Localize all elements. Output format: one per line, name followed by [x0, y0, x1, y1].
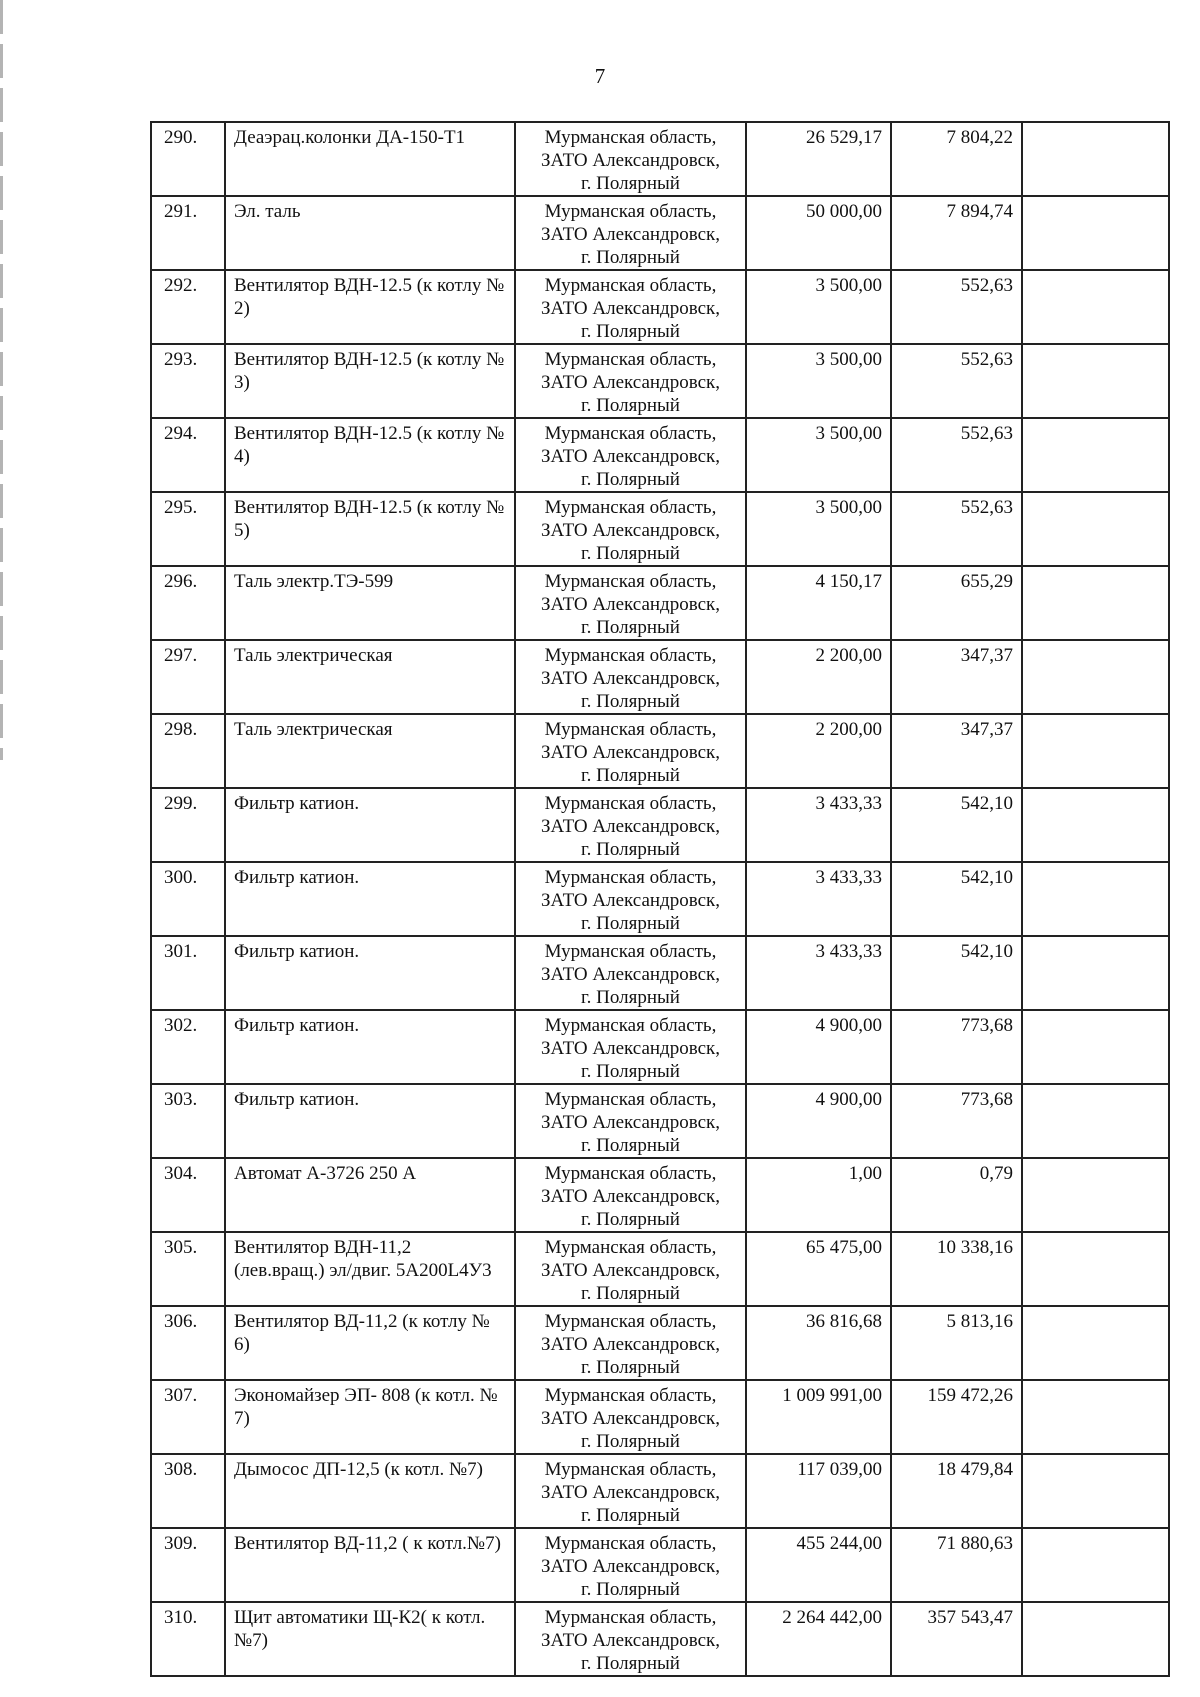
- cost-cell: 26 529,17: [746, 122, 891, 196]
- address-cell: [515, 1010, 746, 1084]
- residual-value-cell: 552,63: [891, 418, 1022, 492]
- table-row: [151, 640, 1169, 714]
- table-row: [151, 196, 1169, 270]
- address-line: ЗАТО Александровск,: [541, 1408, 720, 1429]
- item-name-cell: Фильтр катион.: [225, 862, 515, 936]
- cost-cell: 1,00: [746, 1158, 891, 1232]
- cost-cell: 2 264 442,00: [746, 1602, 891, 1676]
- row-number-cell: 291.: [151, 196, 225, 270]
- table-row: [151, 492, 1169, 566]
- address-line: ЗАТО Александровск,: [541, 1186, 720, 1207]
- row-number-cell: 294.: [151, 418, 225, 492]
- note-cell: [1022, 418, 1169, 492]
- row-number-cell: 306.: [151, 1306, 225, 1380]
- address-line: ЗАТО Александровск,: [541, 1260, 720, 1281]
- note-cell: [1022, 344, 1169, 418]
- address-cell: [515, 862, 746, 936]
- table-row: [151, 1528, 1169, 1602]
- residual-value-cell: 552,63: [891, 492, 1022, 566]
- row-number-cell: 308.: [151, 1454, 225, 1528]
- table-row: [151, 344, 1169, 418]
- address-line: Мурманская область,: [544, 1385, 717, 1406]
- address-cell: [515, 936, 746, 1010]
- address-line: ЗАТО Александровск,: [541, 1630, 720, 1651]
- address-line: г. Полярный: [581, 987, 680, 1008]
- address-line: ЗАТО Александровск,: [541, 150, 720, 171]
- address-cell: [515, 196, 746, 270]
- address-cell: [515, 1528, 746, 1602]
- residual-value-cell: 773,68: [891, 1084, 1022, 1158]
- address-line: Мурманская область,: [544, 349, 717, 370]
- row-number-cell: 310.: [151, 1602, 225, 1676]
- residual-value-cell: 7 804,22: [891, 122, 1022, 196]
- address-line: г. Полярный: [581, 1431, 680, 1452]
- address-line: Мурманская область,: [544, 1607, 717, 1628]
- cost-cell: 455 244,00: [746, 1528, 891, 1602]
- row-number-cell: 292.: [151, 270, 225, 344]
- residual-value-cell: 542,10: [891, 788, 1022, 862]
- address-cell: [515, 1232, 746, 1306]
- address-line: Мурманская область,: [544, 1015, 717, 1036]
- row-number-cell: 296.: [151, 566, 225, 640]
- item-name-cell: Экономайзер ЭП- 808 (к котл. № 7): [225, 1380, 515, 1454]
- address-line: г. Полярный: [581, 1579, 680, 1600]
- cost-cell: 65 475,00: [746, 1232, 891, 1306]
- table-row: [151, 122, 1169, 196]
- residual-value-cell: 542,10: [891, 862, 1022, 936]
- address-line: ЗАТО Александровск,: [541, 816, 720, 837]
- address-cell: [515, 566, 746, 640]
- residual-value-cell: 71 880,63: [891, 1528, 1022, 1602]
- address-line: г. Полярный: [581, 1283, 680, 1304]
- row-number-cell: 300.: [151, 862, 225, 936]
- address-line: г. Полярный: [581, 543, 680, 564]
- note-cell: [1022, 122, 1169, 196]
- address-line: ЗАТО Александровск,: [541, 742, 720, 763]
- address-cell: [515, 1380, 746, 1454]
- item-name-cell: Фильтр катион.: [225, 1084, 515, 1158]
- table-row: [151, 1084, 1169, 1158]
- table-row: [151, 1158, 1169, 1232]
- residual-value-cell: 542,10: [891, 936, 1022, 1010]
- address-line: г. Полярный: [581, 173, 680, 194]
- item-name-cell: Эл. таль: [225, 196, 515, 270]
- address-line: г. Полярный: [581, 1209, 680, 1230]
- table-row: [151, 1232, 1169, 1306]
- address-line: Мурманская область,: [544, 571, 717, 592]
- item-name-cell: Фильтр катион.: [225, 1010, 515, 1084]
- address-line: г. Полярный: [581, 321, 680, 342]
- address-cell: [515, 1306, 746, 1380]
- assets-table: [150, 121, 1170, 1677]
- note-cell: [1022, 1454, 1169, 1528]
- cost-cell: 3 500,00: [746, 344, 891, 418]
- address-line: г. Полярный: [581, 617, 680, 638]
- residual-value-cell: 18 479,84: [891, 1454, 1022, 1528]
- table-row: [151, 788, 1169, 862]
- table-row: [151, 270, 1169, 344]
- address-line: ЗАТО Александровск,: [541, 1112, 720, 1133]
- address-line: г. Полярный: [581, 913, 680, 934]
- address-line: Мурманская область,: [544, 1237, 717, 1258]
- cost-cell: 3 500,00: [746, 492, 891, 566]
- row-number-cell: 304.: [151, 1158, 225, 1232]
- row-number-cell: 309.: [151, 1528, 225, 1602]
- item-name-cell: Автомат А-3726 250 А: [225, 1158, 515, 1232]
- address-line: ЗАТО Александровск,: [541, 1556, 720, 1577]
- note-cell: [1022, 566, 1169, 640]
- row-number-cell: 303.: [151, 1084, 225, 1158]
- address-line: Мурманская область,: [544, 941, 717, 962]
- address-line: г. Полярный: [581, 691, 680, 712]
- assets-table-body: [151, 122, 1169, 1676]
- item-name-cell: Фильтр катион.: [225, 936, 515, 1010]
- row-number-cell: 295.: [151, 492, 225, 566]
- table-row: [151, 1454, 1169, 1528]
- row-number-cell: 302.: [151, 1010, 225, 1084]
- address-line: Мурманская область,: [544, 719, 717, 740]
- row-number-cell: 290.: [151, 122, 225, 196]
- address-line: Мурманская область,: [544, 793, 717, 814]
- table-row: [151, 1380, 1169, 1454]
- cost-cell: 4 900,00: [746, 1010, 891, 1084]
- item-name-cell: Таль электрическая: [225, 640, 515, 714]
- address-line: ЗАТО Александровск,: [541, 520, 720, 541]
- item-name-cell: Фильтр катион.: [225, 788, 515, 862]
- address-line: ЗАТО Александровск,: [541, 298, 720, 319]
- row-number-cell: 298.: [151, 714, 225, 788]
- note-cell: [1022, 640, 1169, 714]
- cost-cell: 3 500,00: [746, 418, 891, 492]
- table-row: [151, 1010, 1169, 1084]
- note-cell: [1022, 936, 1169, 1010]
- item-name-cell: Вентилятор ВДН-12.5 (к котлу № 5): [225, 492, 515, 566]
- address-line: Мурманская область,: [544, 275, 717, 296]
- address-line: ЗАТО Александровск,: [541, 1038, 720, 1059]
- note-cell: [1022, 1232, 1169, 1306]
- address-cell: [515, 640, 746, 714]
- address-line: Мурманская область,: [544, 127, 717, 148]
- address-line: г. Полярный: [581, 247, 680, 268]
- address-line: г. Полярный: [581, 1357, 680, 1378]
- address-line: Мурманская область,: [544, 1163, 717, 1184]
- note-cell: [1022, 492, 1169, 566]
- address-cell: [515, 122, 746, 196]
- address-line: ЗАТО Александровск,: [541, 1334, 720, 1355]
- row-number-cell: 299.: [151, 788, 225, 862]
- address-line: г. Полярный: [581, 839, 680, 860]
- residual-value-cell: 7 894,74: [891, 196, 1022, 270]
- note-cell: [1022, 1010, 1169, 1084]
- scan-edge-artifact: [0, 0, 3, 760]
- residual-value-cell: 655,29: [891, 566, 1022, 640]
- address-cell: [515, 1084, 746, 1158]
- cost-cell: 1 009 991,00: [746, 1380, 891, 1454]
- cost-cell: 2 200,00: [746, 714, 891, 788]
- address-line: г. Полярный: [581, 1653, 680, 1674]
- item-name-cell: Вентилятор ВДН-11,2 (лев.вращ.) эл/двиг. 5А200L4У3: [225, 1232, 515, 1306]
- address-cell: [515, 492, 746, 566]
- row-number-cell: 297.: [151, 640, 225, 714]
- table-row: [151, 566, 1169, 640]
- item-name-cell: Вентилятор ВДН-12.5 (к котлу № 2): [225, 270, 515, 344]
- address-line: г. Полярный: [581, 469, 680, 490]
- address-line: ЗАТО Александровск,: [541, 372, 720, 393]
- item-name-cell: Таль электр.ТЭ-599: [225, 566, 515, 640]
- cost-cell: 3 433,33: [746, 936, 891, 1010]
- item-name-cell: Вентилятор ВДН-12.5 (к котлу № 4): [225, 418, 515, 492]
- address-line: ЗАТО Александровск,: [541, 446, 720, 467]
- address-cell: [515, 1602, 746, 1676]
- item-name-cell: Вентилятор ВД-11,2 (к котлу № 6): [225, 1306, 515, 1380]
- address-line: г. Полярный: [581, 1061, 680, 1082]
- address-line: Мурманская область,: [544, 201, 717, 222]
- address-line: ЗАТО Александровск,: [541, 964, 720, 985]
- cost-cell: 3 433,33: [746, 862, 891, 936]
- table-row: [151, 418, 1169, 492]
- address-line: ЗАТО Александровск,: [541, 224, 720, 245]
- address-cell: [515, 344, 746, 418]
- address-line: ЗАТО Александровск,: [541, 1482, 720, 1503]
- address-line: Мурманская область,: [544, 1311, 717, 1332]
- cost-cell: 4 150,17: [746, 566, 891, 640]
- residual-value-cell: 347,37: [891, 714, 1022, 788]
- table-row: [151, 862, 1169, 936]
- item-name-cell: Дымосос ДП-12,5 (к котл. №7): [225, 1454, 515, 1528]
- cost-cell: 117 039,00: [746, 1454, 891, 1528]
- page-number: 7: [594, 64, 606, 88]
- address-line: г. Полярный: [581, 395, 680, 416]
- address-line: Мурманская область,: [544, 867, 717, 888]
- note-cell: [1022, 1528, 1169, 1602]
- address-line: ЗАТО Александровск,: [541, 594, 720, 615]
- address-line: г. Полярный: [581, 765, 680, 786]
- residual-value-cell: 10 338,16: [891, 1232, 1022, 1306]
- address-line: Мурманская область,: [544, 1089, 717, 1110]
- residual-value-cell: 159 472,26: [891, 1380, 1022, 1454]
- address-cell: [515, 714, 746, 788]
- note-cell: [1022, 196, 1169, 270]
- table-row: [151, 714, 1169, 788]
- note-cell: [1022, 1084, 1169, 1158]
- item-name-cell: Вентилятор ВДН-12.5 (к котлу № 3): [225, 344, 515, 418]
- address-cell: [515, 1158, 746, 1232]
- address-cell: [515, 270, 746, 344]
- note-cell: [1022, 1306, 1169, 1380]
- note-cell: [1022, 1602, 1169, 1676]
- residual-value-cell: 552,63: [891, 344, 1022, 418]
- table-row: [151, 1602, 1169, 1676]
- address-line: Мурманская область,: [544, 1459, 717, 1480]
- cost-cell: 3 500,00: [746, 270, 891, 344]
- note-cell: [1022, 714, 1169, 788]
- note-cell: [1022, 270, 1169, 344]
- row-number-cell: 305.: [151, 1232, 225, 1306]
- table-row: [151, 1306, 1169, 1380]
- residual-value-cell: 0,79: [891, 1158, 1022, 1232]
- cost-cell: 4 900,00: [746, 1084, 891, 1158]
- note-cell: [1022, 1380, 1169, 1454]
- residual-value-cell: 347,37: [891, 640, 1022, 714]
- item-name-cell: Таль электрическая: [225, 714, 515, 788]
- residual-value-cell: 5 813,16: [891, 1306, 1022, 1380]
- address-line: г. Полярный: [581, 1135, 680, 1156]
- address-line: ЗАТО Александровск,: [541, 890, 720, 911]
- item-name-cell: Вентилятор ВД-11,2 ( к котл.№7): [225, 1528, 515, 1602]
- address-cell: [515, 418, 746, 492]
- item-name-cell: Деаэрац.колонки ДА-150-Т1: [225, 122, 515, 196]
- address-cell: [515, 788, 746, 862]
- cost-cell: 3 433,33: [746, 788, 891, 862]
- address-line: ЗАТО Александровск,: [541, 668, 720, 689]
- item-name-cell: Щит автоматики Щ-К2( к котл.№7): [225, 1602, 515, 1676]
- cost-cell: 2 200,00: [746, 640, 891, 714]
- residual-value-cell: 357 543,47: [891, 1602, 1022, 1676]
- residual-value-cell: 773,68: [891, 1010, 1022, 1084]
- cost-cell: 36 816,68: [746, 1306, 891, 1380]
- note-cell: [1022, 862, 1169, 936]
- address-line: Мурманская область,: [544, 645, 717, 666]
- note-cell: [1022, 1158, 1169, 1232]
- address-line: Мурманская область,: [544, 423, 717, 444]
- address-cell: [515, 1454, 746, 1528]
- cost-cell: 50 000,00: [746, 196, 891, 270]
- address-line: Мурманская область,: [544, 497, 717, 518]
- note-cell: [1022, 788, 1169, 862]
- residual-value-cell: 552,63: [891, 270, 1022, 344]
- address-line: г. Полярный: [581, 1505, 680, 1526]
- address-line: Мурманская область,: [544, 1533, 717, 1554]
- row-number-cell: 293.: [151, 344, 225, 418]
- row-number-cell: 301.: [151, 936, 225, 1010]
- row-number-cell: 307.: [151, 1380, 225, 1454]
- table-row: [151, 936, 1169, 1010]
